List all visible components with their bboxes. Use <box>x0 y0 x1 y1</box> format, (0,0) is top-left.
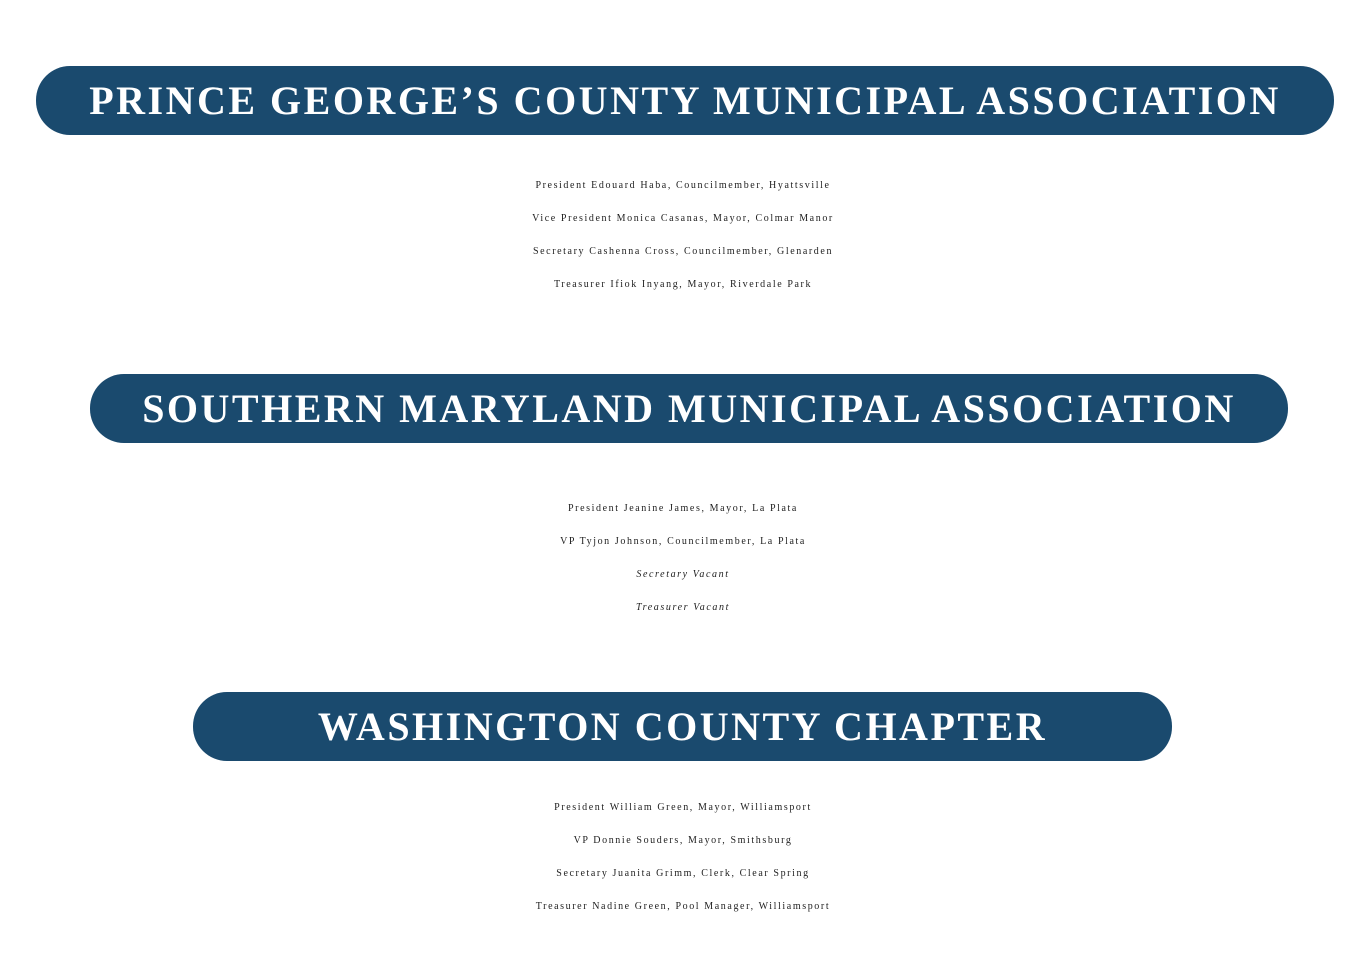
section-heading-text: PRINCE GEORGE’S COUNTY MUNICIPAL ASSOCIATION <box>89 78 1281 123</box>
officer-secretary: Secretary Juanita Grimm, Clerk, Clear Spring <box>556 868 810 879</box>
officer-vice-president: VP Tyjon Johnson, Councilmember, La Plata <box>560 536 806 547</box>
officer-list-prince-georges <box>0 169 1366 301</box>
section-heading-text: SOUTHERN MARYLAND MUNICIPAL ASSOCIATION <box>142 386 1236 431</box>
officer-treasurer-vacant: Treasurer Vacant <box>635 602 731 613</box>
officer-list-southern-maryland <box>0 492 1366 624</box>
officer-president: President Edouard Haba, Councilmember, Hyattsville <box>535 180 831 191</box>
officer-vice-president: VP Donnie Souders, Mayor, Smithsburg <box>573 835 793 846</box>
section-heading-text: WASHINGTON COUNTY CHAPTER <box>317 704 1048 749</box>
officer-secretary-vacant: Secretary Vacant <box>636 569 730 580</box>
officer-treasurer: Treasurer Nadine Green, Pool Manager, Williamsport <box>535 901 831 912</box>
officer-vice-president: Vice President Monica Casanas, Mayor, Colmar Manor <box>532 213 834 224</box>
section-heading-prince-georges <box>36 66 1334 135</box>
officer-list-washington-county <box>0 791 1366 923</box>
officer-president: President Jeanine James, Mayor, La Plata <box>568 503 798 514</box>
officer-secretary: Secretary Cashenna Cross, Councilmember, Glenarden <box>532 246 834 257</box>
section-heading-southern-maryland <box>90 374 1288 443</box>
officer-president: President William Green, Mayor, Williamsport <box>554 802 812 813</box>
officer-treasurer: Treasurer Ifiok Inyang, Mayor, Riverdale Park <box>553 279 813 290</box>
section-heading-washington-county <box>193 692 1172 761</box>
